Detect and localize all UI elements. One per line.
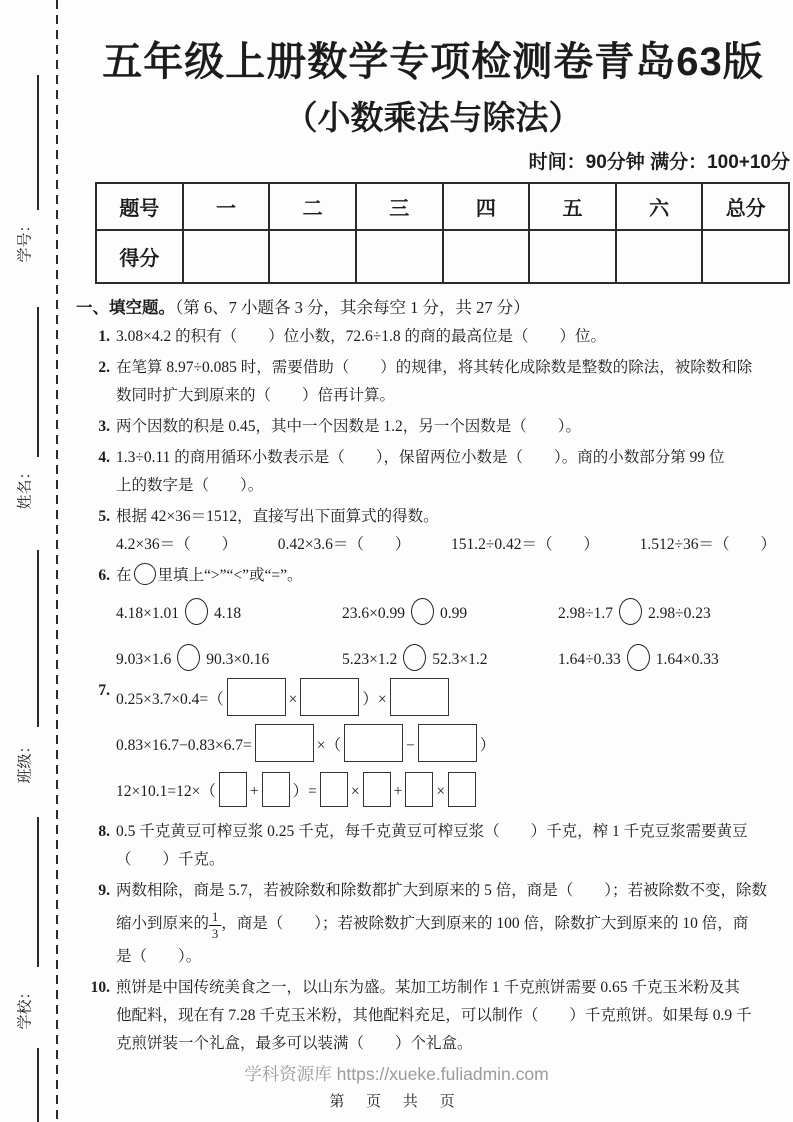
question-number: 2. <box>98 359 110 376</box>
score-header-cell: 三 <box>356 183 443 230</box>
answer-box <box>405 772 433 807</box>
fill-line <box>37 817 39 967</box>
fill-equation-line: 0.83×16.7−0.83×6.7= ×（ − ） <box>116 723 790 769</box>
answer-box <box>344 724 403 762</box>
paper-subtitle: （小数乘法与除法） <box>284 99 582 136</box>
question-text: 他配料，现在有 7.28 千克玉米粉，其他配料充足，可以制作（ ）千克煎饼。如果每 0.9 千 <box>116 1007 752 1024</box>
comparison-item: 23.6×0.99 0.99 <box>342 598 558 628</box>
score-cell-empty <box>269 230 356 283</box>
question-text: 3.08×4.2 的积有（ ）位小数，72.6÷1.8 的商的最高位是（ ）位。 <box>116 328 607 345</box>
fill-line <box>37 307 39 457</box>
answer-box <box>418 724 477 762</box>
answer-box <box>227 678 286 716</box>
score-table-header-row <box>96 183 789 230</box>
answer-box <box>448 772 476 807</box>
question-5 <box>76 503 790 559</box>
question-number: 8. <box>98 823 110 840</box>
score-cell-empty <box>356 230 443 283</box>
answer-box <box>255 724 314 762</box>
comparison-item: 2.98÷1.7 2.98÷0.23 <box>558 598 790 628</box>
answer-box <box>219 772 247 807</box>
score-cell-empty <box>183 230 270 283</box>
answer-box <box>300 678 359 716</box>
question-text: 两数相除，商是 5.7，若被除数和除数都扩大到原来的 5 倍，商是（ ）；若被除数不变，除数 <box>116 882 768 899</box>
question-text-post: 里填上“>”“<”或“=”。 <box>157 567 303 584</box>
score-header-cell: 五 <box>529 183 616 230</box>
score-header-cell: 总分 <box>702 183 789 230</box>
fraction-one-third: $\frac{1}{3}$ <box>209 910 221 942</box>
question-text: 煎饼是中国传统美食之一，以山东为盛。某加工坊制作 1 千克煎饼需要 0.65 千克玉米粉及其 <box>116 979 740 996</box>
comparison-item: 4.18×1.01 4.18 <box>116 598 342 628</box>
answer-box <box>390 678 449 716</box>
paper-title: 五年级上册数学专项检测卷青岛63版 <box>102 40 764 84</box>
comparison-grid <box>116 598 790 674</box>
equation: 1.512÷36＝（ ） <box>639 536 776 553</box>
compare-circle-icon <box>185 598 208 625</box>
question-8 <box>76 818 790 874</box>
school-label: 学校： <box>17 984 34 1030</box>
answer-box <box>320 772 348 807</box>
score-cell-empty <box>529 230 616 283</box>
comparison-item: 1.64÷0.33 1.64×0.33 <box>558 644 790 674</box>
score-table <box>95 182 790 284</box>
equation: 0.42×3.6＝（ ） <box>277 536 411 553</box>
answer-box <box>363 772 391 807</box>
exam-paper <box>76 0 790 1058</box>
exam-meta: 时间：90分钟 满分：100+10分 <box>528 152 790 173</box>
comparison-item: 9.03×1.6 90.3×0.16 <box>116 644 342 674</box>
score-header-cell: 一 <box>183 183 270 230</box>
score-table-score-row <box>96 230 789 283</box>
score-header-cell: 四 <box>443 183 530 230</box>
section-title: 一、填空题。 <box>76 298 175 317</box>
page-indicator: 第 页 共 页 <box>329 1094 464 1110</box>
score-cell-empty <box>616 230 703 283</box>
question-text: 1.3÷0.11 的商用循环小数表示是（ ），保留两位小数是（ ）。商的小数部分第 99 位 <box>116 449 725 466</box>
question-number: 1. <box>98 328 110 345</box>
compare-circle-icon <box>134 563 156 585</box>
question-9 <box>76 877 790 971</box>
equation-row <box>116 531 776 559</box>
question-text: 0.5 千克黄豆可榨豆浆 0.25 千克，每千克黄豆可榨豆浆（ ）千克，榨 1 千克豆浆需要黄豆 <box>116 823 748 840</box>
question-number: 10. <box>90 979 110 996</box>
question-text: 缩小到原来的 $\frac{1}{3}$ ，商是（ ）；若被除数扩大到原来的 100 倍，除数扩大到原来的 10 倍，商 <box>116 909 749 941</box>
question-number: 9. <box>98 882 110 899</box>
score-cell-empty <box>443 230 530 283</box>
question-2 <box>76 354 790 410</box>
equation: 151.2÷0.42＝（ ） <box>451 536 600 553</box>
class-label: 班级： <box>17 738 34 784</box>
student-number-label: 学号： <box>17 217 34 263</box>
question-text: 是（ ）。 <box>116 948 202 965</box>
compare-circle-icon <box>411 598 434 625</box>
answer-box <box>262 772 290 807</box>
question-text: 在笔算 8.97÷0.085 时，需要借助（ ）的规律，将其转化成除数是整数的除法，被除数和除 <box>116 359 753 376</box>
score-cell-empty <box>702 230 789 283</box>
question-number: 5. <box>98 508 110 525</box>
fill-line <box>37 550 39 727</box>
question-number: 6. <box>98 567 110 584</box>
question-10 <box>76 974 790 1058</box>
question-3 <box>76 413 790 441</box>
fill-equation-line: 0.25×3.7×0.4=（ × ）× <box>116 677 790 723</box>
compare-circle-icon <box>627 644 650 671</box>
fill-equation-line: 12×10.1=12×（ + ）= × + × <box>116 769 790 815</box>
question-number: 7. <box>98 682 110 699</box>
score-header-cell: 六 <box>616 183 703 230</box>
comparison-item: 5.23×1.2 52.3×1.2 <box>342 644 558 674</box>
fill-line <box>37 75 39 210</box>
question-text: 两个因数的积是 0.45，其中一个因数是 1.2，另一个因数是（ ）。 <box>116 418 582 435</box>
compare-circle-icon <box>177 644 200 671</box>
question-4 <box>76 444 790 500</box>
score-header-cell: 题号 <box>96 183 183 230</box>
question-1 <box>76 323 790 351</box>
section-one-heading <box>76 296 790 320</box>
question-text: （ ）千克。 <box>116 851 225 868</box>
student-name-label: 姓名： <box>17 464 34 510</box>
compare-circle-icon <box>619 598 642 625</box>
question-text: 根据 42×36＝1512，直接写出下面算式的得数。 <box>116 508 439 525</box>
question-7 <box>76 677 790 815</box>
source-watermark: 学科资源库 https://xueke.fuliadmin.com <box>244 1064 549 1084</box>
compare-circle-icon <box>403 644 426 671</box>
equation: 4.2×36＝（ ） <box>116 536 238 553</box>
question-text-pre: 在 <box>116 567 132 584</box>
section-note: （第 6、7 小题各 3 分，其余每空 1 分，共 27 分） <box>175 298 530 317</box>
score-header-cell: 二 <box>269 183 356 230</box>
question-text: 克煎饼装一个礼盒，最多可以装满（ ）个礼盒。 <box>116 1035 473 1052</box>
question-text <box>116 562 790 590</box>
question-6 <box>76 562 790 674</box>
question-text: 上的数字是（ ）。 <box>116 477 264 494</box>
question-number: 4. <box>98 449 110 466</box>
question-text: 数同时扩大到原来的（ ）倍再计算。 <box>116 387 396 404</box>
score-row-label: 得分 <box>96 230 183 283</box>
binding-dashed-line <box>56 0 58 1122</box>
question-number: 3. <box>98 418 110 435</box>
